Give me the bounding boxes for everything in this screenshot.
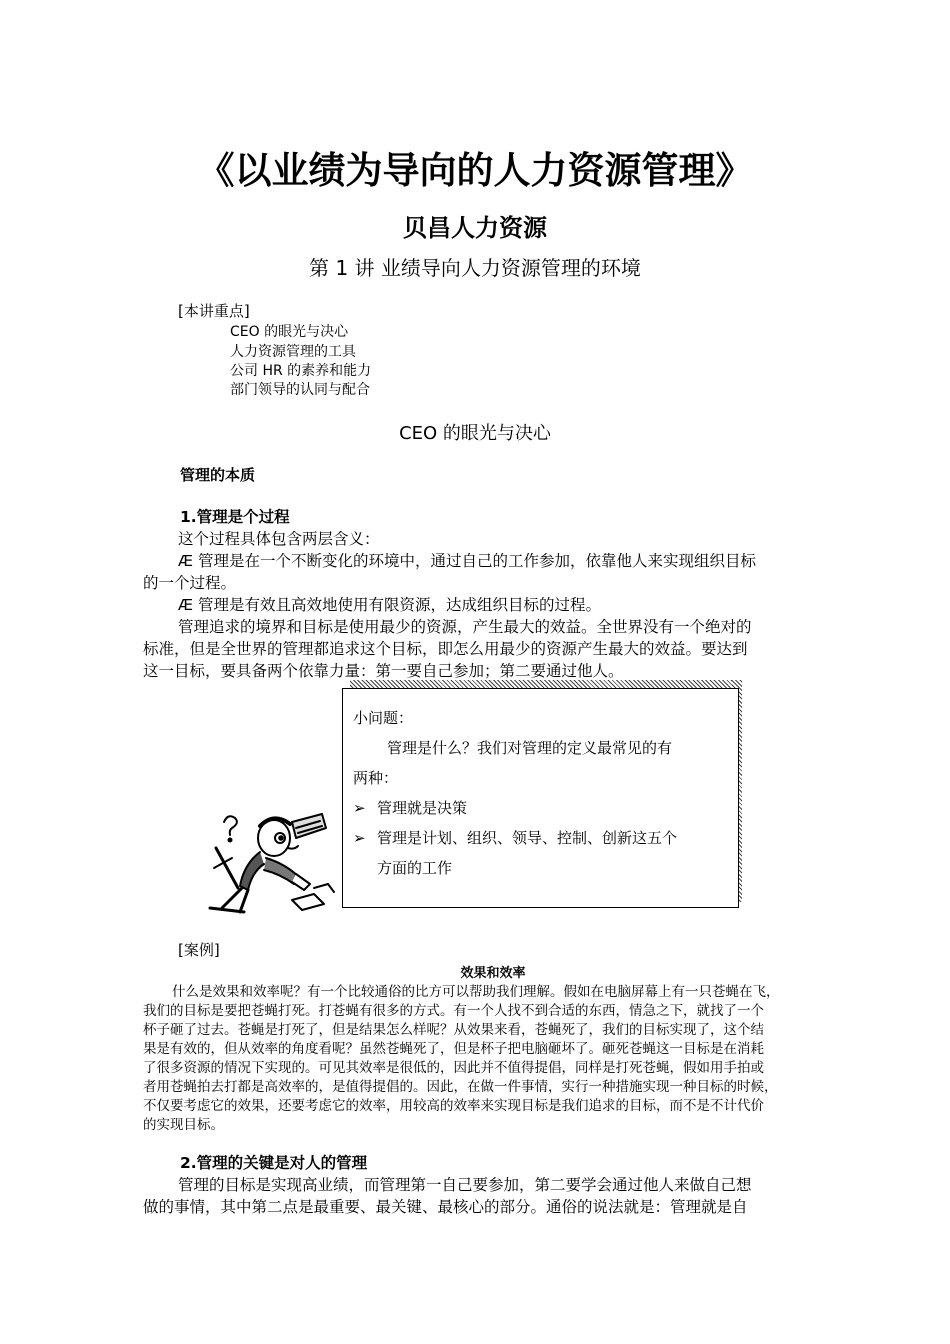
question-label: 小问题： — [353, 709, 414, 727]
arrow-bullet-icon: ➢ — [353, 799, 366, 817]
question-line: 管理是什么？我们对管理的定义最常见的有 — [387, 739, 673, 757]
case-line: 的实现目标。 — [143, 1117, 224, 1133]
point1-intro: 这个过程具体包含两层含义： — [178, 530, 380, 548]
key-point-item: 公司 HR 的素养和能力 — [230, 363, 372, 379]
point2-heading: 2.管理的关键是对人的管理 — [180, 1154, 368, 1172]
lecture-heading: 第 1 讲 业绩导向人力资源管理的环境 — [309, 256, 641, 280]
key-point-item: CEO 的眼光与决心 — [230, 324, 349, 340]
case-line: 了很多资源的情况下实现的。可见其效率是很低的，因此并不值得提倡，同样是打死苍蝇，假如用手拍或 — [143, 1060, 764, 1076]
question-bullet: ➢ 管理就是决策 — [353, 799, 468, 817]
point1-heading: 1.管理是个过程 — [180, 508, 290, 526]
point1-paragraph-line: 标准，但是全世界的管理都追求这个目标，即怎么用最少的资源产生最大的效益。要达到 — [143, 640, 748, 658]
case-line: 我们的目标是要把苍蝇打死。打苍蝇有很多的方式。有一个人找不到合适的东西，情急之下，就找了一个 — [143, 1003, 764, 1019]
point2-line: 管理的目标是实现高业绩，而管理第一自己要参加，第二要学会通过他人来做自己想 — [178, 1176, 752, 1194]
document-subtitle: 贝昌人力资源 — [403, 214, 547, 242]
case-title: 效果和效率 — [460, 966, 526, 981]
point1-bullet1-cont: 的一个过程。 — [143, 574, 237, 592]
document-title: 《以业绩为导向的人力资源管理》 — [197, 149, 753, 192]
case-line: 果是有效的，但从效率的角度看呢？虽然苍蝇死了，但是杯子把电脑砸坏了。砸死苍蝇这一目标是在消耗 — [143, 1041, 764, 1057]
question-box — [342, 688, 739, 908]
question-bullet-cont: 方面的工作 — [377, 859, 453, 877]
key-points-label: [本讲重点] — [178, 302, 250, 320]
case-line: 什么是效果和效率呢？有一个比较通俗的比方可以帮助我们理解。假如在电脑屏幕上有一只苍蝇在飞， — [172, 984, 780, 1000]
case-line: 不仅要考虑它的效果，还要考虑它的效率，用较高的效率来实现目标是我们追求的目标，而不是不计代价 — [143, 1098, 764, 1114]
question-line: 两种： — [353, 769, 399, 787]
case-line: 杯子砸了过去。苍蝇是打死了，但是结果怎么样呢？从效果来看，苍蝇死了，我们的目标实现了，这个结 — [143, 1022, 764, 1038]
point2-line: 做的事情，其中第二点是最重要、最关键、最核心的部分。通俗的说法就是：管理就是自 — [143, 1198, 748, 1216]
point1-bullet1: Æ 管理是在一个不断变化的环境中，通过自己的工作参加，依靠他人来实现组织目标 — [178, 552, 757, 570]
case-line: 者用苍蝇拍去打都是高效率的，是值得提倡的。因此，在做一件事情，实行一种措施实现一种目标的时候， — [143, 1079, 778, 1095]
thinking-man-illustration — [196, 808, 356, 916]
question-bullet: ➢ 管理是计划、组织、领导、控制、创新这五个 — [353, 829, 678, 847]
key-point-item: 人力资源管理的工具 — [230, 344, 356, 360]
point1-bullet2: Æ 管理是有效且高效地使用有限资源，达成组织目标的过程。 — [178, 596, 602, 614]
case-label: [案例] — [178, 941, 220, 959]
key-point-item: 部门领导的认同与配合 — [230, 382, 370, 398]
arrow-bullet-icon: ➢ — [353, 829, 366, 847]
essence-heading: 管理的本质 — [180, 466, 256, 484]
point1-paragraph-line: 管理追求的境界和目标是使用最少的资源，产生最大的效益。全世界没有一个绝对的 — [178, 618, 752, 636]
point1-paragraph-line: 这一目标，要具备两个依靠力量：第一要自己参加；第二要通过他人。 — [143, 662, 624, 680]
section-heading: CEO 的眼光与决心 — [399, 423, 551, 444]
